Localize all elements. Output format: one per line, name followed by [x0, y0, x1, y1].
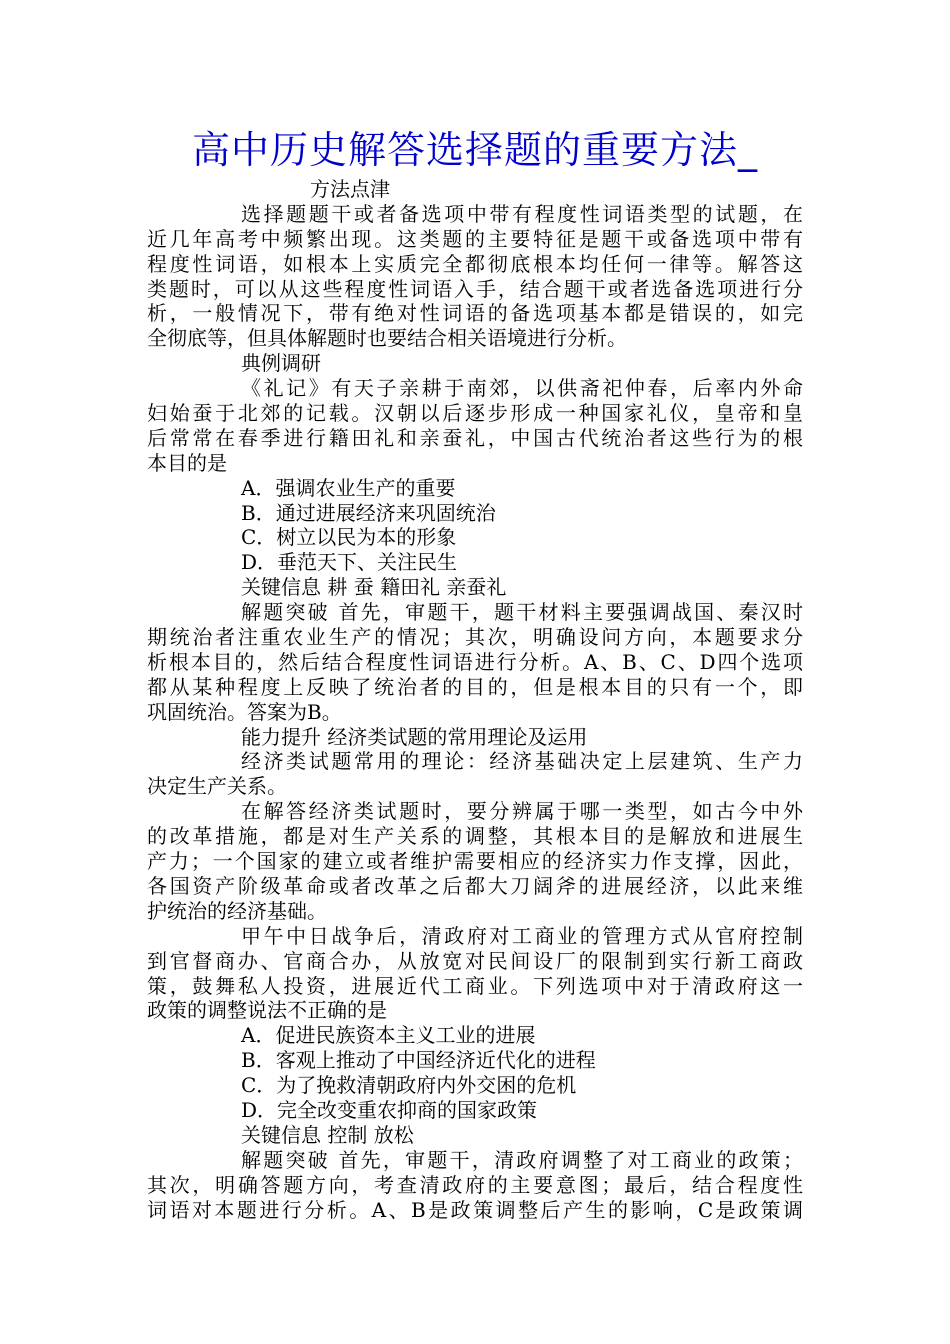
text-line: 关键信息 耕 蚕 籍田礼 亲蚕礼	[241, 575, 507, 600]
text-line: 到官督商办、官商合办，从放宽对民间设厂的限制到实行新工商政	[147, 948, 803, 973]
text-line: 护统治的经济基础。	[147, 898, 327, 923]
answer-option: A．促进民族资本主义工业的进展	[241, 1023, 536, 1048]
answer-option: D．垂范天下、关注民生	[241, 550, 458, 575]
text-line: 全彻底等，但具体解题时也要结合相关语境进行分析。	[147, 326, 627, 351]
text-line: 本目的是	[147, 450, 227, 475]
text-line: 词语对本题进行分析。A、B是政策调整后产生的影响，C是政策调	[147, 1197, 803, 1222]
text-line: 巩固统治。答案为B。	[147, 699, 342, 724]
text-line: 在解答经济类试题时，要分辨属于哪一类型，如古今中外	[241, 799, 803, 824]
text-line: 其次，明确答题方向，考查清政府的主要意图；最后，结合程度性	[147, 1172, 803, 1197]
text-line: 都从某种程度上反映了统治者的目的，但是根本目的只有一个，即	[147, 674, 803, 699]
text-line: 妇始蚕于北郊的记载。汉朝以后逐步形成一种国家礼仪，皇帝和皇	[147, 401, 803, 426]
text-line: 程度性词语，如根本上实质完全都彻底根本均任何一律等。解答这	[147, 251, 803, 276]
text-line: 选择题题干或者备选项中带有程度性词语类型的试题，在	[241, 201, 803, 226]
text-line: 析，一般情况下，带有绝对性词语的备选项基本都是错误的，如完	[147, 301, 803, 326]
answer-option: C．树立以民为本的形象	[241, 525, 457, 550]
answer-option: B．客观上推动了中国经济近代化的进程	[241, 1048, 596, 1073]
text-line: 析根本目的，然后结合程度性词语进行分析。A、B、C、D四个选项	[147, 649, 803, 674]
text-line: 近几年高考中频繁出现。这类题的主要特征是题干或备选项中带有	[147, 226, 803, 251]
text-line: 关键信息 控制 放松	[241, 1122, 414, 1147]
text-line: 典例调研	[241, 351, 321, 376]
text-line: 经济类试题常用的理论：经济基础决定上层建筑、生产力	[241, 749, 803, 774]
text-line: 方法点津	[310, 177, 390, 201]
text-line: 各国资产阶级革命或者改革之后都大刀阔斧的进展经济，以此来维	[147, 873, 803, 898]
text-line: 决定生产关系。	[147, 774, 287, 799]
text-line: 解题突破 首先，审题干，清政府调整了对工商业的政策；	[241, 1147, 803, 1172]
text-line: 类题时，可以从这些程度性词语入手，结合题干或者选备选项进行分	[147, 276, 803, 301]
answer-option: D．完全改变重农抑商的国家政策	[241, 1097, 538, 1122]
text-line: 《礼记》有天子亲耕于南郊，以供斋祀仲春，后率内外命	[241, 376, 803, 401]
text-line: 甲午中日战争后，清政府对工商业的管理方式从官府控制	[241, 923, 803, 948]
text-line: 产力；一个国家的建立或者维护需要相应的经济实力作支撑，因此，	[147, 849, 803, 874]
document-body	[147, 177, 803, 1222]
text-line: 后常常在春季进行籍田礼和亲蚕礼，中国古代统治者这些行为的根	[147, 425, 803, 450]
answer-option: C．为了挽救清朝政府内外交困的危机	[241, 1073, 577, 1098]
text-line: 策，鼓舞私人投资，进展近代工商业。下列选项中对于清政府这一	[147, 973, 803, 998]
text-line: 能力提升 经济类试题的常用理论及运用	[241, 724, 588, 749]
text-line: 解题突破 首先，审题干，题干材料主要强调战国、秦汉时	[241, 600, 803, 625]
document-title: 高中历史解答选择题的重要方法_	[191, 128, 758, 172]
answer-option: B．通过进展经济来巩固统治	[241, 500, 496, 525]
text-line: 期统治者注重农业生产的情况；其次，明确设问方向，本题要求分	[147, 625, 803, 650]
text-line: 的改革措施，都是对生产关系的调整，其根本目的是解放和进展生	[147, 824, 803, 849]
text-line: 政策的调整说法不正确的是	[147, 998, 387, 1023]
answer-option: A．强调农业生产的重要	[241, 475, 456, 500]
